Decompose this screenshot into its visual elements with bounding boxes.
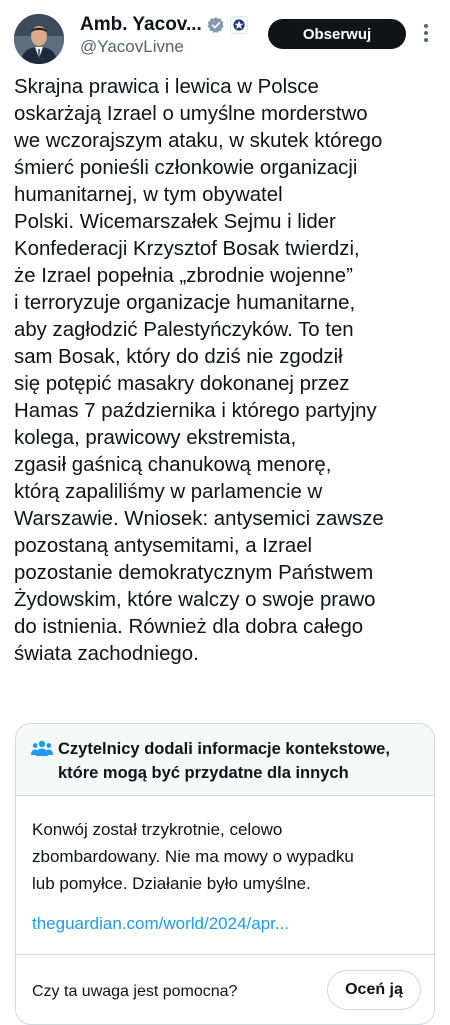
- tweet-text-line: Polski. Wicemarszałek Sejmu i lider: [14, 211, 336, 233]
- tweet-text-line: oskarżają Izrael o umyślne morderstwo: [14, 103, 368, 125]
- tweet-text-line: i terroryzuje organizacje humanitarne,: [14, 292, 356, 314]
- tweet-text-line: pozostaną antysemitami, a Izrael: [14, 535, 313, 557]
- tweet-header: [0, 0, 450, 70]
- tweet-text-line: Konfederacji Krzysztof Bosak twierdzi,: [14, 238, 360, 260]
- tweet-text: [14, 74, 446, 668]
- divider: [16, 954, 434, 955]
- more-dot: [424, 38, 428, 42]
- community-note-header: [16, 724, 434, 796]
- avatar-portrait: [14, 14, 64, 64]
- tweet-text-line: kolega, prawicowy ekstremista,: [14, 427, 297, 449]
- tweet-text-line: pozostanie demokratycznym Państwem: [14, 562, 374, 584]
- community-note-body: [32, 816, 427, 897]
- tweet-text-line: humanitarnej, w tym obywatel: [14, 184, 283, 206]
- community-note-title-line: Czytelnicy dodali informacje kontekstowe,: [58, 740, 390, 758]
- rate-note-button[interactable]: Oceń ją: [327, 970, 421, 1010]
- community-note-card: [15, 723, 435, 1025]
- community-note-title-line: które mogą być przydatne dla innych: [58, 764, 349, 782]
- follow-button[interactable]: Obserwuj: [268, 19, 406, 49]
- community-note-body-line: zbombardowany. Nie ma mowy o wypadku: [32, 847, 354, 866]
- tweet-text-line: się potępić masakry dokonanej przez: [14, 373, 350, 395]
- tweet-text-line: sam Bosak, który do dziś nie zgodził: [14, 346, 343, 368]
- tweet-text-line: że Izrael popełnia „zbrodnie wojenne”: [14, 265, 353, 287]
- tweet-text-line: zgasił gaśnicą chanukową menorę,: [14, 454, 332, 476]
- government-seal-icon[interactable]: [230, 16, 248, 34]
- community-note-body-line: lub pomyłce. Działanie było umyślne.: [32, 874, 311, 893]
- tweet-text-line: Hamas 7 października i którego partyjny: [14, 400, 377, 422]
- handle[interactable]: @YacovLivne: [80, 37, 184, 56]
- tweet-text-line: Warszawie. Wniosek: antysemici zawsze: [14, 508, 384, 530]
- tweet-text-line: śmierć ponieśli członkowie organizacji: [14, 157, 358, 179]
- display-name[interactable]: Amb. Yacov...: [80, 14, 202, 35]
- avatar[interactable]: [14, 14, 64, 64]
- helpful-question: Czy ta uwaga jest pomocna?: [32, 983, 238, 1000]
- more-dot: [424, 24, 428, 28]
- community-note-body-line: Konwój został trzykrotnie, celowo: [32, 820, 283, 839]
- community-note-source-link[interactable]: theguardian.com/world/2024/apr...: [32, 914, 290, 933]
- name-row: [80, 14, 248, 36]
- tweet-text-line: świata zachodniego.: [14, 643, 199, 665]
- tweet-text-line: którą zapaliliśmy w parlamencie w: [14, 481, 323, 503]
- more-icon[interactable]: [416, 21, 436, 45]
- tweet-text-line: aby zagłodzić Palestyńczyków. To ten: [14, 319, 354, 341]
- people-icon: [31, 740, 53, 756]
- more-dot: [424, 31, 428, 35]
- tweet-text-line: Skrajna prawica i lewica w Polsce: [14, 76, 319, 98]
- tweet-text-line: we wczorajszym ataku, w skutek którego: [14, 130, 383, 152]
- verified-badge-icon[interactable]: [207, 16, 225, 34]
- community-note-title: [58, 737, 428, 785]
- tweet-text-line: Żydowskim, które walczy o swoje prawo: [14, 589, 376, 611]
- tweet-text-line: do istnienia. Również dla dobra całego: [14, 616, 364, 638]
